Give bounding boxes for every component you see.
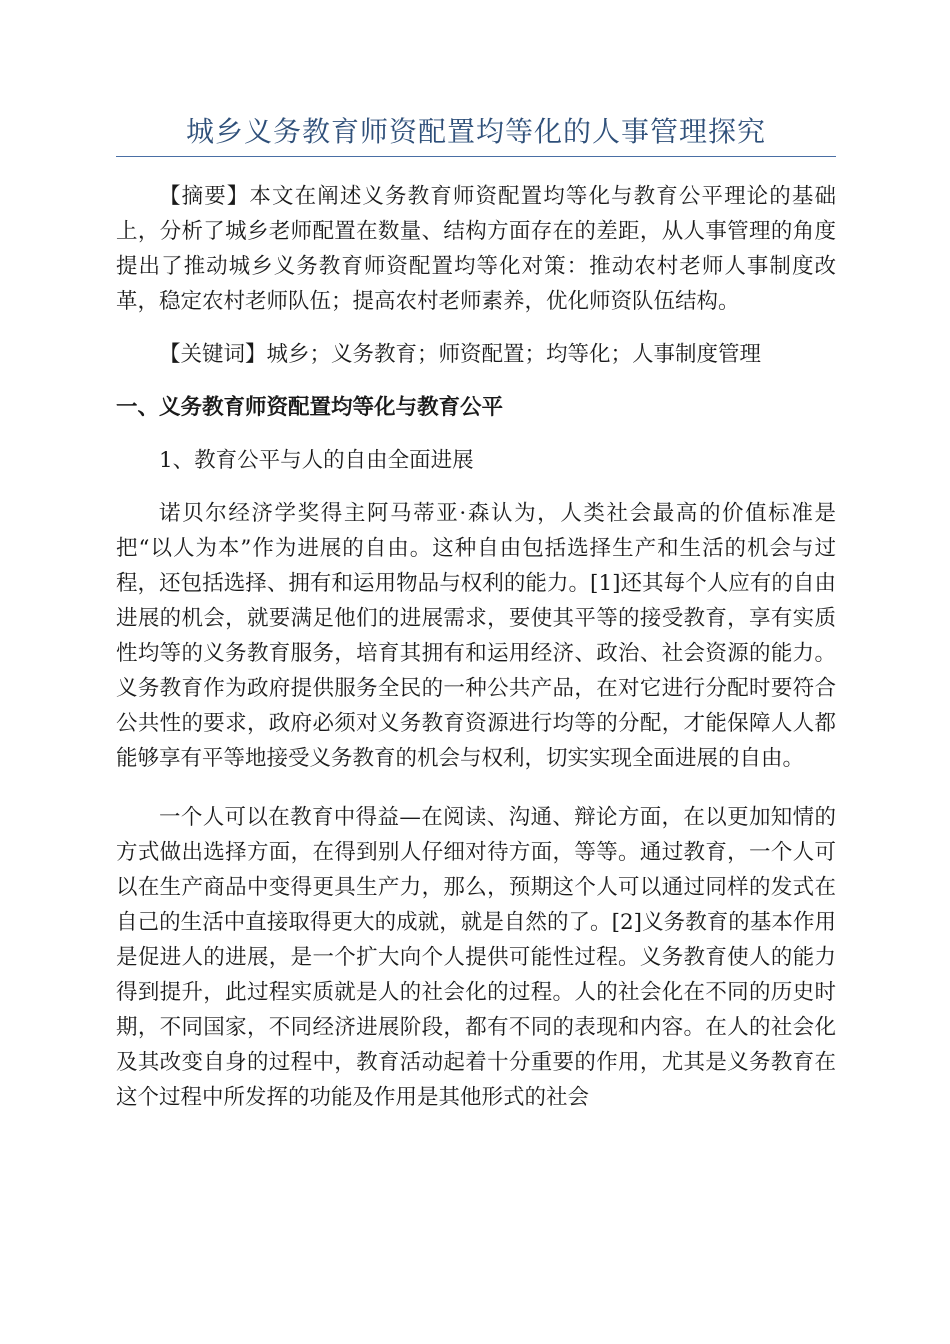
subsection-heading: 1、教育公平与人的自由全面进展 bbox=[159, 448, 474, 473]
document-title: 城乡义务教育师资配置均等化的人事管理探究 bbox=[116, 112, 836, 157]
body-paragraph: 诺贝尔经济学奖得主阿马蒂亚·森认为，人类社会最高的价值标准是把“以人为本”作为进展的自由。这种自由包括选择生产和生活的机会与过程，还包括选择、拥有和运用物品与权利的能力。[1]还其每个人应有的自由进展的机会，就要满足他们的进展需求，要使其平等的接受教育，享有实质性均等的义务教育服务，培育其拥有和运用经济、政治、社会资源的能力。义务教育作为政府提供服务全民的一种公共产品，在对它进行分配时要符合公共性的要求，政府必须对义务教育资源进行均等的分配，才能保障人人都能够享有平等地接受义务教育的机会与权利，切实实现全面进展的自由。 bbox=[116, 501, 836, 771]
body-paragraph: 一个人可以在教育中得益—在阅读、沟通、辩论方面，在以更加知情的方式做出选择方面，在得到别人仔细对待方面，等等。通过教育，一个人可以在生产商品中变得更具生产力，那么，预期这个人可以通过同样的发式在自己的生活中直接取得更大的成就，就是自然的了。[2]义务教育的基本作用是促进人的进展，是一个扩大向个人提供可能性过程。义务教育使人的能力得到提升，此过程实质就是人的社会化的过程。人的社会化在不同的历史时期，不同国家，不同经济进展阶段，都有不同的表现和内容。在人的社会化及其改变自身的过程中，教育活动起着十分重要的作用，尤其是义务教育在这个过程中所发挥的功能及作用是其他形式的社会 bbox=[116, 805, 836, 1110]
abstract-paragraph: 【摘要】本文在阐述义务教育师资配置均等化与教育公平理论的基础上，分析了城乡老师配置在数量、结构方面存在的差距，从人事管理的角度提出了推动城乡义务教育师资配置均等化对策：推动农村老师人事制度改革，稳定农村老师队伍；提高农村老师素养，优化师资队伍结构。 bbox=[116, 184, 836, 314]
keywords-paragraph: 【关键词】城乡；义务教育；师资配置；均等化；人事制度管理 bbox=[159, 342, 762, 367]
document-page bbox=[116, 112, 836, 1115]
section-heading: 一、义务教育师资配置均等化与教育公平 bbox=[116, 395, 504, 420]
